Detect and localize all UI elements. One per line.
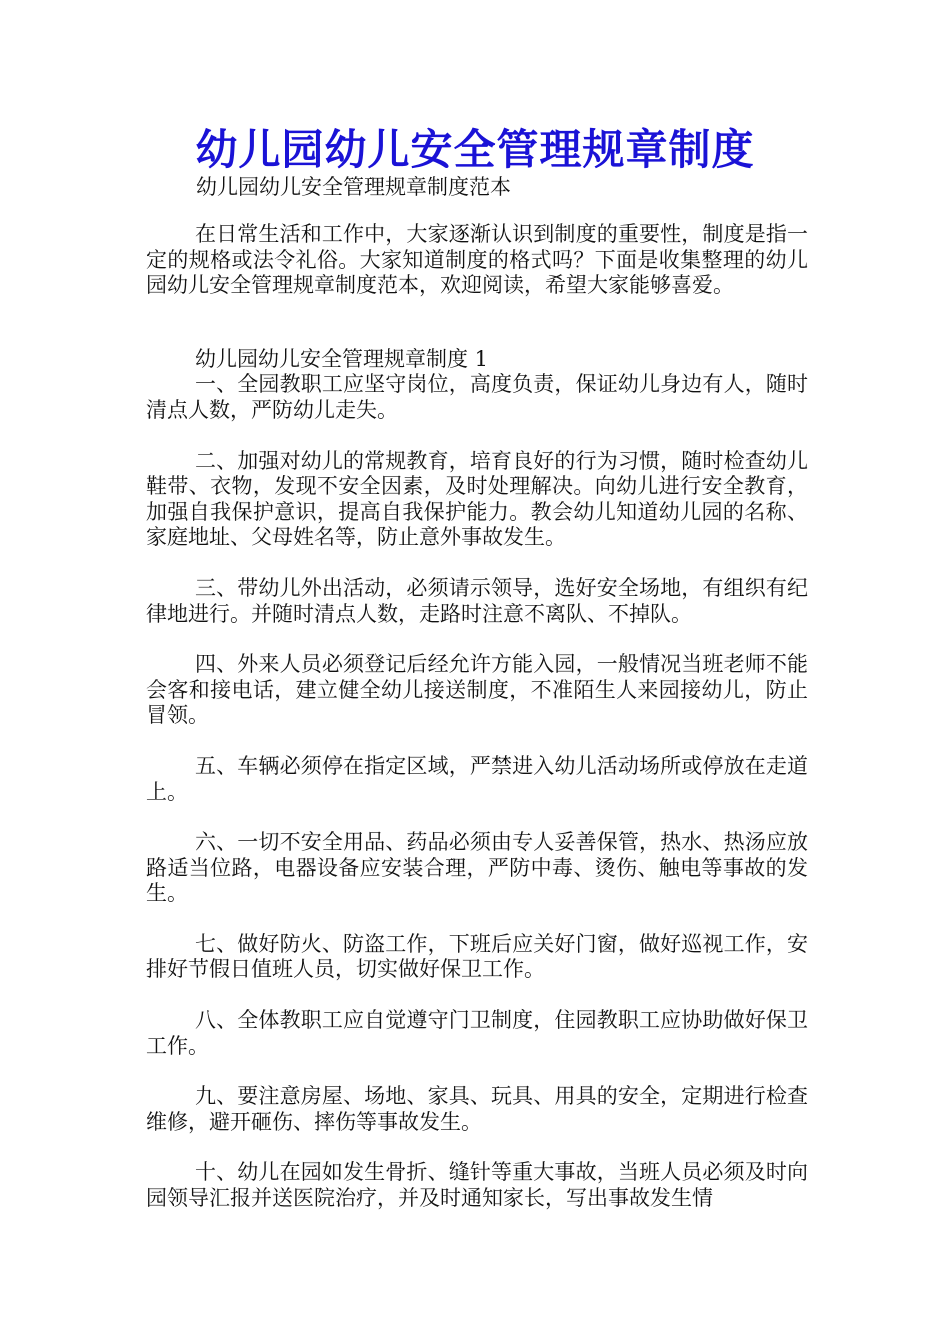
rule-item-4: 四、外来人员必须登记后经允许方能入园，一般情况当班老师不能会客和接电话，建立健全幼儿接送制度，不准陌生人来园接幼儿，防止冒领。 [146, 652, 808, 728]
rule-item-2: 二、加强对幼儿的常规教育，培育良好的行为习惯，随时检查幼儿鞋带、衣物，发现不安全因素，及时处理解决。向幼儿进行安全教育，加强自我保护意识，提高自我保护能力。教会幼儿知道幼儿园的名称、家庭地址、父母姓名等，防止意外事故发生。 [146, 448, 808, 550]
section-heading: 幼儿园幼儿安全管理规章制度 1 [195, 346, 489, 371]
document-body [146, 222, 808, 1237]
rule-item-7: 七、做好防火、防盗工作，下班后应关好门窗，做好巡视工作，安排好节假日值班人员，切实做好保卫工作。 [146, 931, 808, 982]
rule-item-9: 九、要注意房屋、场地、家具、玩具、用具的安全，定期进行检查维修，避开砸伤、摔伤等事故发生。 [146, 1084, 808, 1134]
document-subtitle: 幼儿园幼儿安全管理规章制度范本 [196, 175, 511, 199]
rule-item-8: 八、全体教职工应自觉遵守门卫制度，住园教职工应协助做好保卫工作。 [146, 1008, 808, 1058]
rule-item-3: 三、带幼儿外出活动，必须请示领导，选好安全场地，有组织有纪律地进行。并随时清点人数，走路时注意不离队、不掉队。 [146, 575, 808, 626]
rule-item-5: 五、车辆必须停在指定区域，严禁进入幼儿活动场所或停放在走道上。 [146, 753, 808, 804]
rule-item-6: 六、一切不安全用品、药品必须由专人妥善保管，热水、热汤应放路适当位路，电器设备应安装合理，严防中毒、烫伤、触电等事故的发生。 [146, 830, 808, 906]
document-title: 幼儿园幼儿安全管理规章制度 [195, 125, 755, 174]
rule-item-1: 一、全园教职工应坚守岗位，高度负责，保证幼儿身边有人，随时清点人数，严防幼儿走失。 [146, 372, 808, 422]
intro-paragraph: 在日常生活和工作中，大家逐渐认识到制度的重要性，制度是指一定的规格或法令礼俗。大家知道制度的格式吗？下面是收集整理的幼儿园幼儿安全管理规章制度范本，欢迎阅读，希望大家能够喜爱。 [146, 222, 808, 298]
rule-item-10: 十、幼儿在园如发生骨折、缝针等重大事故，当班人员必须及时向园领导汇报并送医院治疗，并及时通知家长，写出事故发生情 [146, 1160, 808, 1211]
